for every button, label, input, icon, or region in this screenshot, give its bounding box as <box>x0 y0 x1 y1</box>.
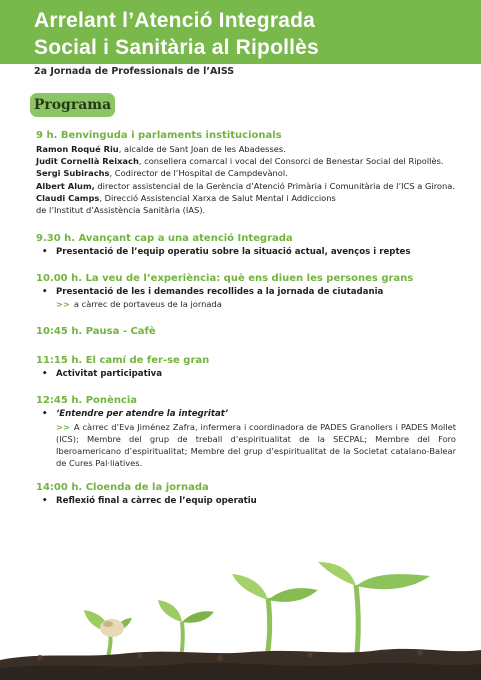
sub-item <box>36 421 456 469</box>
section-break <box>36 324 456 339</box>
speaker-line <box>36 192 456 216</box>
section-talk <box>36 393 456 468</box>
bullet-item: • Presentació de l’equip operatiu sobre la situació actual, avenços i reptes <box>36 246 456 258</box>
section-growing-old <box>36 353 456 380</box>
bullet-item: • Presentació de les i demandes recollides a la jornada de ciutadania <box>36 286 456 298</box>
program-badge <box>30 93 115 117</box>
section-heading: 14:00 h. Cloenda de la jornada <box>36 481 209 493</box>
speaker-role: , Codirector de l’Hospital de Campdevànol. <box>109 168 288 179</box>
section-welcome <box>36 128 456 216</box>
section-heading: 11:15 h. El camí de fer-se gran <box>36 355 210 367</box>
section-heading: 12:45 h. Ponència <box>36 395 138 407</box>
bullet-item: • Activitat participativa <box>36 368 456 380</box>
arrow-icon: >> <box>56 421 70 432</box>
sub-item-text: a càrrec de portaveus de la jornada <box>73 299 222 310</box>
sprouts-growing-from-soil-icon <box>0 560 481 680</box>
speaker-role: , alcalde de Sant Joan de les Abadesses. <box>118 144 286 154</box>
event-title-line-1: Arrelant l’Atenció Integrada <box>34 9 315 32</box>
speaker-line <box>36 180 456 192</box>
speaker-name: Judit Cornellà Reixach <box>36 156 139 167</box>
speaker-name: Sergi Subirachs <box>36 168 110 179</box>
speaker-role-continued: de l’Institut d’Assistència Sanitària (IAS). <box>36 205 206 216</box>
speaker-name: Claudi Camps <box>36 192 100 203</box>
speaker-name: Albert Alum, <box>36 180 95 191</box>
sub-item-text: A càrrec d’Eva Jiménez Zafra, infermera i coordinadora de PADES Granollers i PADES Mollet (ICS); Membre del grup de treball d’espiritualitat de la SECPAL; Membre del Foro Iberoamericano d’espiritualitat; Membre del grup d’espiritualitat de la Societat catalano-Balear de Cures Pal·liatives. <box>56 421 456 468</box>
speaker-role: director assistencial de la Gerència d’Atenció Primària i Comunitària de l’ICS a Girona. <box>94 180 455 191</box>
section-heading: 9 h. Benvinguda i parlaments institucionals <box>36 130 282 141</box>
event-title <box>34 7 319 61</box>
speaker-role: , Direcció Assistencial Xarxa de Salut Mental i Addiccions <box>99 192 336 203</box>
section-integrated-care <box>36 231 456 258</box>
event-subtitle: 2a Jornada de Professionals de l’AISS <box>34 66 235 77</box>
section-experience <box>36 271 456 310</box>
section-heading: 10.00 h. La veu de l’experiència: què ens diuen les persones grans <box>36 272 414 284</box>
program-badge-label: Programa <box>33 97 112 113</box>
section-heading: 9.30 h. Avançant cap a una atenció Integrada <box>36 233 293 245</box>
bullet-item: • ‘Entendre per atendre la integritat’ <box>36 408 456 420</box>
speaker-line <box>36 143 456 155</box>
section-heading: 10:45 h. Pausa - Cafè <box>36 326 156 338</box>
sub-item <box>36 298 456 310</box>
speaker-line <box>36 167 456 179</box>
speaker-name: Ramon Roqué Riu <box>36 144 119 154</box>
event-title-line-2: Social i Sanitària al Ripollès <box>34 36 319 59</box>
section-closing <box>36 480 456 507</box>
arrow-icon: >> <box>56 299 70 310</box>
bullet-item: • Reflexió final a càrrec de l’equip operatiu <box>36 495 456 507</box>
program-content <box>36 128 456 507</box>
speaker-line <box>36 155 456 167</box>
speaker-role: , consellera comarcal i vocal del Consorci de Benestar Social del Ripollès. <box>138 156 444 167</box>
